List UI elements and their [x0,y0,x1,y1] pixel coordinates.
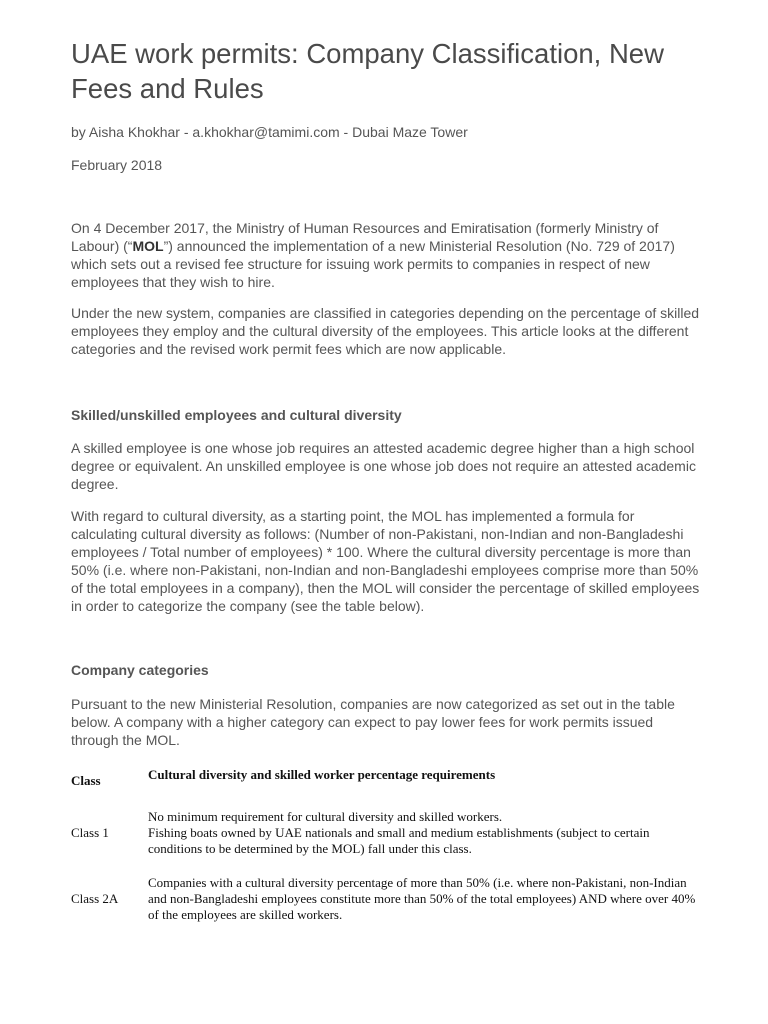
table-cell-requirements [148,870,701,928]
table-cell-class: Class 2A [71,891,119,906]
intro-text-start: On 4 December 2017, the Ministry of Human Resources and Emiratisation (formerly Ministry of Labour) (“ [71,220,659,254]
table-cell-requirements [148,796,701,870]
intro-paragraph-1 [71,219,701,291]
skilled-paragraph-1: A skilled employee is one whose job requires an attested academic degree higher than a high school degree or equivalent. An unskilled employee is one whose job does not require an attested academic degree. [71,440,696,492]
table-row [71,870,701,928]
table-row [71,796,701,870]
requirement-line: Fishing boats owned by UAE nationals and small and medium establishments (subject to certain conditions to be determined by the MOL) fall under this class. [148,825,650,856]
company-class-table [71,760,701,928]
section-heading-categories: Company categories [71,662,209,678]
table-header-requirements: Cultural diversity and skilled worker percentage requirements [148,767,496,782]
page-title: UAE work permits: Company Classification, New Fees and Rules [71,38,664,104]
section-heading-skilled: Skilled/unskilled employees and cultural diversity [71,407,402,423]
table-header-row [71,760,701,796]
mol-abbreviation: MOL [132,238,164,254]
table-header-class: Class [71,773,101,788]
intro-paragraph-2: Under the new system, companies are classified in categories depending on the percentage of skilled employees they employ and the cultural diversity of the employees. This article looks at the different categories and the revised work permit fees which are now applicable. [71,305,700,357]
byline: by Aisha Khokhar - a.khokhar@tamimi.com - Dubai Maze Tower [71,124,468,140]
requirement-line: Companies with a cultural diversity percentage of more than 50% (i.e. where non-Pakistani, non-Indian and non-Bangladeshi employees constitute more than 50% of the total employees) AND where over 40% of the employees are skilled workers. [148,875,696,922]
publication-date: February 2018 [71,157,163,173]
skilled-paragraph-2: With regard to cultural diversity, as a starting point, the MOL has implemented a formula for calculating cultural diversity as follows: (Number of non-Pakistani, non-Indian and non-Bangladeshi employees / Total number of employees) * 100. Where the cultural diversity percentage is more than 50% (i.e. where non-Pakistani, non-Indian and non-Bangladeshi employees comprise more than 50% of the total employees in a company), then the MOL will consider the percentage of skilled employees in order to categorize the company (see the table below). [71,508,700,614]
intro-text-end: ”) announced the implementation of a new Ministerial Resolution (No. 729 of 2017) which sets out a revised fee structure for issuing work permits to companies in respect of new employees that they wish to hire. [71,238,675,290]
requirement-line: No minimum requirement for cultural diversity and skilled workers. [148,809,503,824]
categories-paragraph: Pursuant to the new Ministerial Resolution, companies are now categorized as set out in the table below. A company with a higher category can expect to pay lower fees for work permits issued through the MOL. [71,696,675,748]
table-cell-class: Class 1 [71,825,109,840]
